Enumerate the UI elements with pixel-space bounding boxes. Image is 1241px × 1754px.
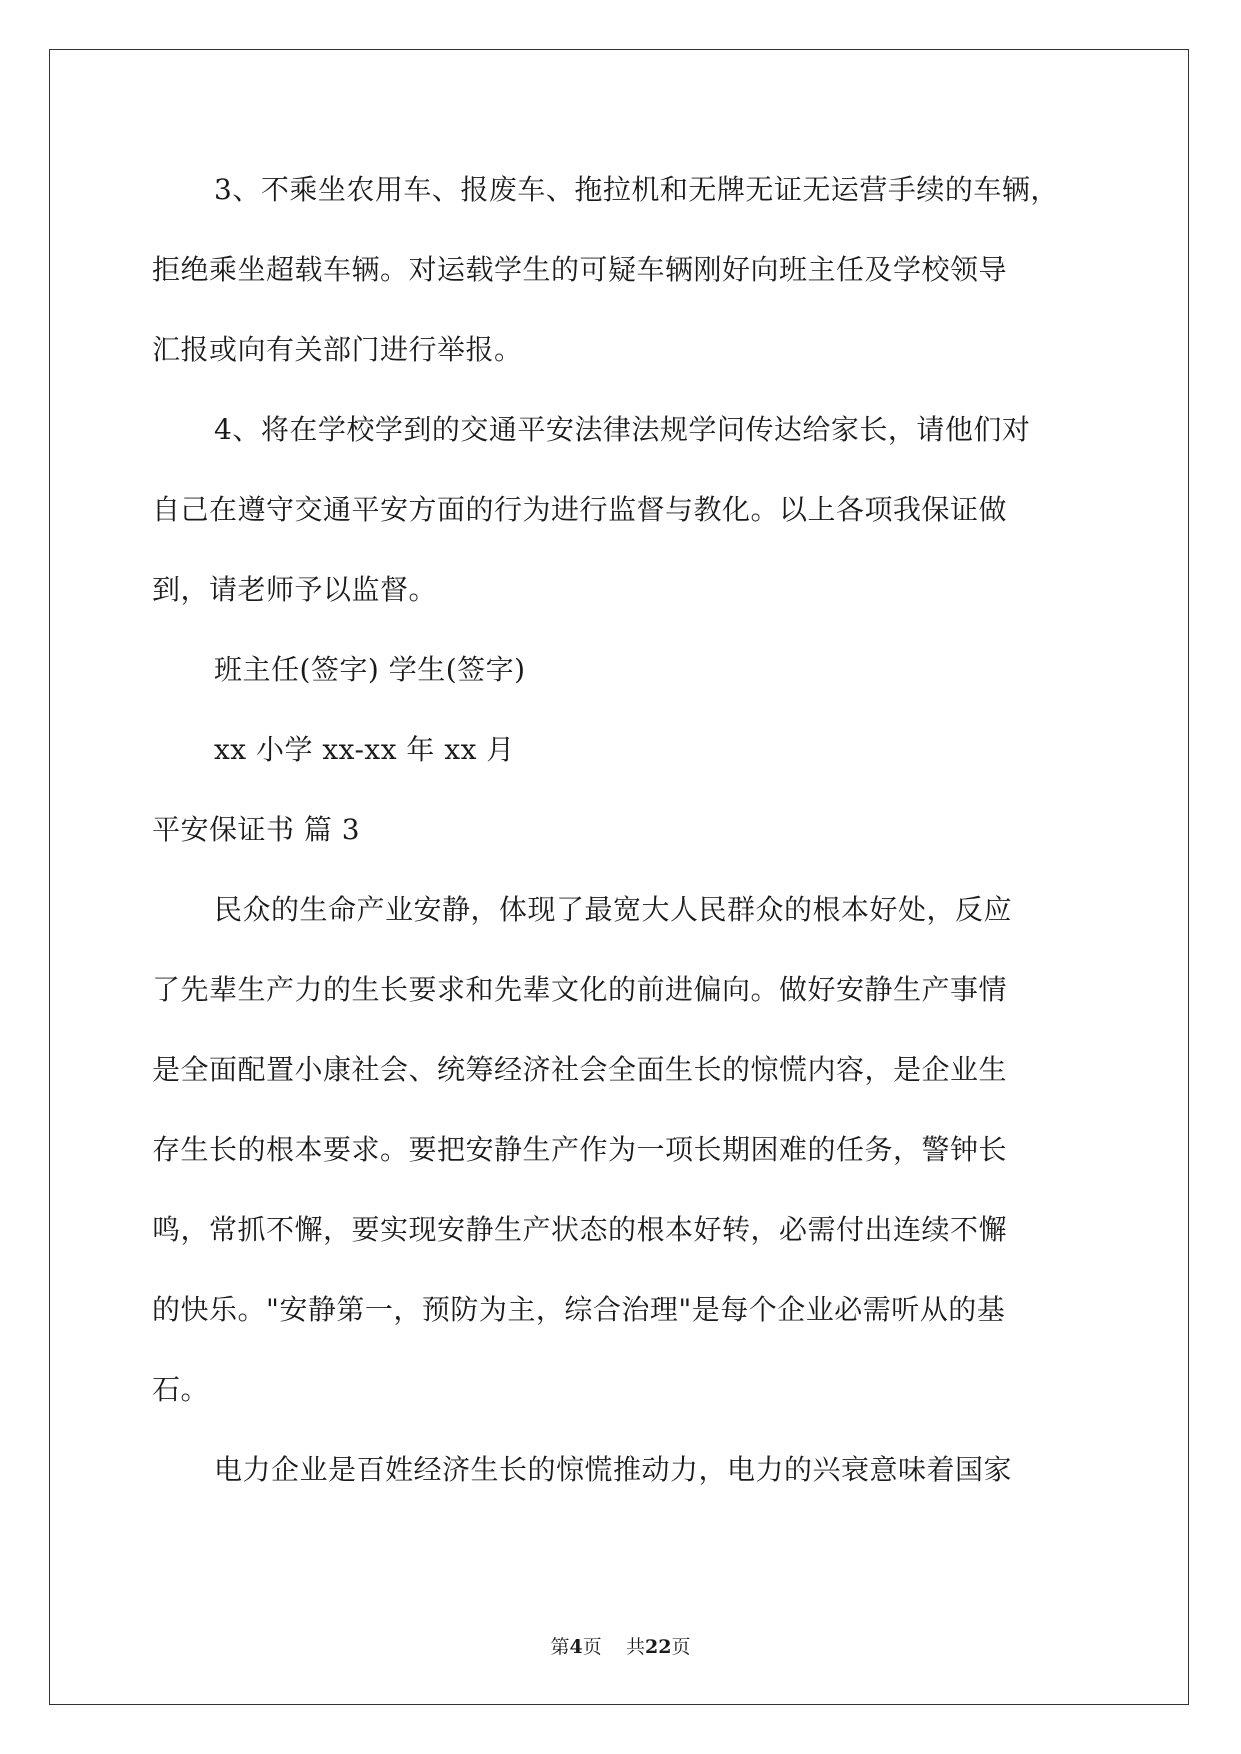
paragraph-line: 汇报或向有关部门进行举报。 xyxy=(152,333,523,366)
paragraph-line: 3、不乘坐农用车、报废车、拖拉机和无牌无证无运营手续的车辆， xyxy=(214,173,1059,206)
paragraph-line: 的快乐。"安静第一，预防为主，综合治理"是每个企业必需听从的基 xyxy=(152,1293,1006,1326)
paragraph-line: 到，请老师予以监督。 xyxy=(152,573,438,606)
page-number-unit: 页 xyxy=(582,1636,602,1658)
page-number-prefix: 第 xyxy=(550,1636,570,1658)
total-pages: 22 xyxy=(644,1636,672,1658)
paragraph-line: 自己在遵守交通平安方面的行为进行监督与教化。以上各项我保证做 xyxy=(152,493,1008,526)
paragraph-line: 石。 xyxy=(152,1373,210,1406)
paragraph-line: 存生长的根本要求。要把安静生产作为一项长期困难的任务，警钟长 xyxy=(152,1133,1008,1166)
page-number: 4 xyxy=(569,1636,583,1658)
paragraph-line: 民众的生命产业安静，体现了最宽大人民群众的根本好处，反应 xyxy=(214,893,1013,926)
paragraph-line: 了先辈生产力的生长要求和先辈文化的前进偏向。做好安静生产事情 xyxy=(152,973,1008,1006)
total-pages-prefix: 共 xyxy=(625,1636,645,1658)
section-heading: 平安保证书 篇 3 xyxy=(152,813,361,846)
paragraph-line: 4、将在学校学到的交通平安法律法规学问传达给家长，请他们对 xyxy=(214,413,1031,446)
page-footer xyxy=(0,1632,1241,1659)
paragraph-line: 是全面配置小康社会、统筹经济社会全面生长的惊慌内容，是企业生 xyxy=(152,1053,1008,1086)
paragraph-line: 鸣，常抓不懈，要实现安静生产状态的根本好转，必需付出连续不懈 xyxy=(152,1213,1008,1246)
paragraph-line: 拒绝乘坐超载车辆。对运载学生的可疑车辆刚好向班主任及学校领导 xyxy=(152,253,1008,286)
total-pages-unit: 页 xyxy=(671,1636,691,1658)
paragraph-line: 电力企业是百姓经济生长的惊慌推动力，电力的兴衰意味着国家 xyxy=(214,1453,1013,1486)
date-line: xx 小学 xx-xx 年 xx 月 xyxy=(214,733,515,766)
signature-line: 班主任(签字) 学生(签字) xyxy=(214,653,526,686)
